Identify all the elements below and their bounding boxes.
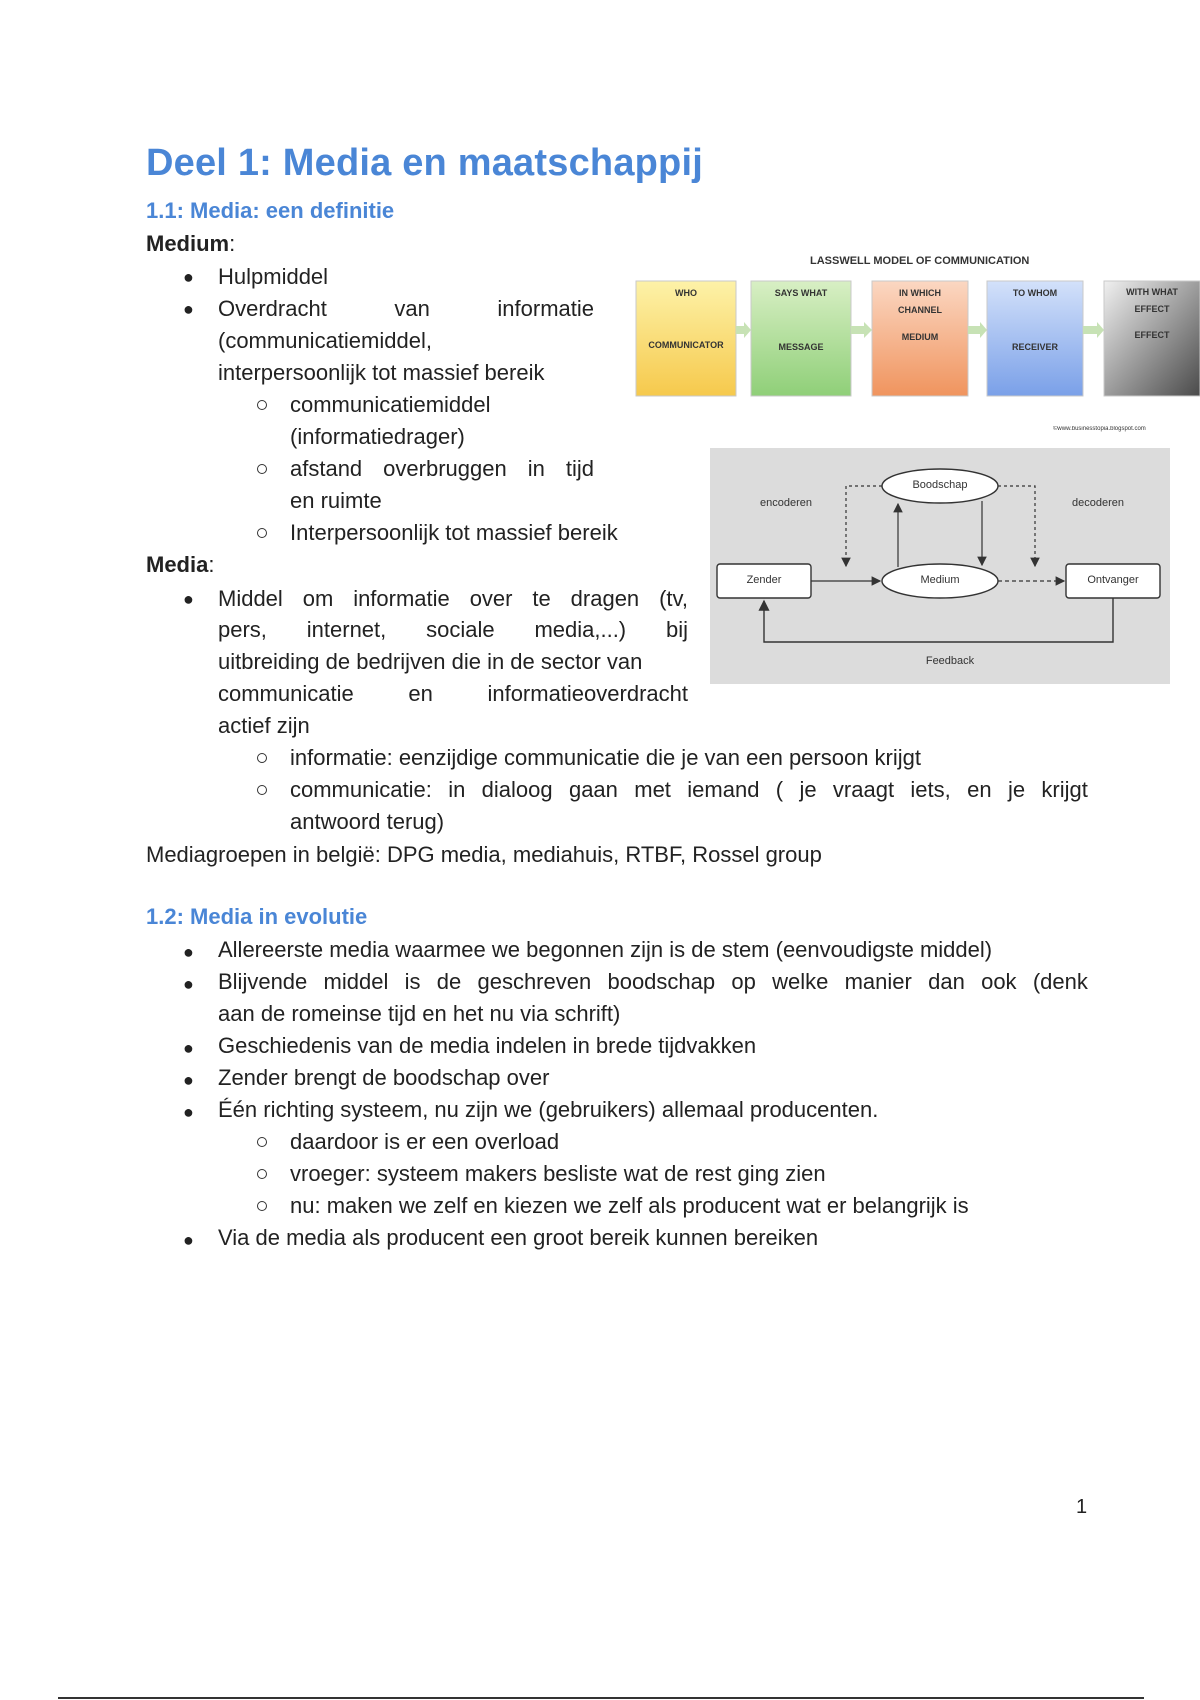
medium-item-overdracht-line1: [218, 293, 594, 325]
mediagroepen-line: Mediagroepen in belgië: DPG media, mediahuis, RTBF, Rossel group: [146, 842, 822, 867]
medium-subitem-1-line2: (informatiedrager): [290, 424, 465, 449]
lasswell-to-whom: TO WHOM: [1012, 288, 1058, 298]
medium-node-label: Medium: [920, 574, 960, 586]
lasswell-box-says-what: [751, 281, 851, 396]
evolutie-item-2-line2: aan de romeinse tijd en het nu via schrift): [218, 1001, 621, 1026]
page-number: 1: [1076, 1496, 1088, 1518]
bullet-icon: ●: [183, 299, 194, 319]
lasswell-channel: CHANNEL: [898, 305, 942, 315]
sub-bullet-icon: [257, 528, 267, 538]
medium-colon: :: [229, 231, 236, 256]
page-title: Deel 1: Media en maatschappij: [146, 142, 703, 184]
medium-item-hulpmiddel: Hulpmiddel: [218, 264, 329, 289]
word: en: [408, 681, 433, 706]
word: gaan: [568, 777, 618, 802]
word: internet,: [306, 617, 387, 642]
word: met: [634, 777, 671, 802]
word: Blijvende: [218, 969, 308, 994]
media-item-line5: actief zijn: [218, 713, 310, 738]
lasswell-arrow-icon: [1083, 322, 1104, 338]
media-item-line3: uitbreiding de bedrijven die in de sector van: [218, 649, 643, 674]
section-heading-1-2: 1.2: Media in evolutie: [146, 904, 368, 929]
feedback-arrow: [764, 598, 1113, 642]
word: manier: [844, 969, 912, 994]
medium-item-overdracht-line3: interpersoonlijk tot massief bereik: [218, 360, 545, 385]
evolutie-item-2-line1: [218, 966, 1088, 998]
media-label-line: [146, 549, 214, 581]
media-subitem-2-line1: [290, 774, 1088, 806]
ontvanger-label: Ontvanger: [1087, 574, 1139, 586]
medium-subitem-2-line2: en ruimte: [290, 488, 382, 513]
decoderen-arrow: [998, 486, 1035, 566]
sub-bullet-icon: [257, 1137, 267, 1147]
word: Middel: [218, 586, 283, 611]
sub-bullet-icon: [257, 464, 267, 474]
media-subitem-1: informatie: eenzijdige communicatie die je van een persoon krijgt: [290, 745, 922, 770]
word: communicatie:: [290, 777, 432, 802]
word: in: [448, 777, 466, 802]
media-label: Media: [146, 552, 209, 577]
word: welke: [772, 969, 829, 994]
bullet-icon: ●: [183, 267, 194, 287]
word: informatie: [497, 296, 594, 321]
lasswell-who: WHO: [675, 288, 697, 298]
evolutie-subitem-1: daardoor is er een overload: [290, 1129, 560, 1154]
word: geschreven: [477, 969, 592, 994]
word: iemand: [687, 777, 760, 802]
encoderen-arrow: [846, 486, 882, 566]
bullet-icon: ●: [183, 1102, 194, 1122]
lasswell-box-to-whom: [987, 281, 1083, 396]
word: ook: [981, 969, 1017, 994]
word: te: [532, 586, 551, 611]
word: (tv,: [659, 586, 688, 611]
feedback-label: Feedback: [925, 655, 975, 667]
bullet-icon: ●: [183, 1230, 194, 1250]
sub-bullet-icon: [257, 1201, 267, 1211]
word: iets,: [910, 777, 951, 802]
bullet-icon: ●: [183, 589, 194, 609]
boodschap-label: Boodschap: [912, 479, 968, 491]
bullet-icon: ●: [183, 942, 194, 962]
word: bij: [665, 617, 688, 642]
sub-bullet-icon: [257, 753, 267, 763]
lasswell-medium: MEDIUM: [901, 332, 939, 342]
evolutie-item-3: Geschiedenis van de media indelen in brede tijdvakken: [218, 1033, 757, 1058]
word: middel: [323, 969, 389, 994]
lasswell-effect: EFFECT: [1134, 330, 1170, 340]
evolutie-subitem-3: nu: maken we zelf en kiezen we zelf als producent wat er belangrijk is: [290, 1193, 969, 1218]
word: op: [731, 969, 756, 994]
word: afstand: [290, 456, 363, 481]
sub-bullet-icon: [257, 785, 267, 795]
bullet-icon: ●: [183, 1038, 194, 1058]
word: je: [1007, 777, 1026, 802]
word: sociale: [426, 617, 495, 642]
lasswell-in-which: IN WHICH: [899, 288, 941, 298]
lasswell-model-figure: [630, 250, 1200, 440]
medium-item-overdracht-line2: (communicatiemiddel,: [218, 328, 432, 353]
word: is: [404, 969, 421, 994]
section-heading-1-1: 1.1: Media: een definitie: [146, 198, 395, 223]
evolutie-item-6: Via de media als producent een groot bereik kunnen bereiken: [218, 1225, 819, 1250]
medium-label-line: [146, 228, 235, 260]
word: de: [436, 969, 462, 994]
media-colon: :: [208, 552, 215, 577]
word: pers,: [218, 617, 267, 642]
word: dragen: [570, 586, 640, 611]
word: dialoog: [481, 777, 553, 802]
word: om: [302, 586, 334, 611]
word: dan: [928, 969, 965, 994]
word: (: [775, 777, 784, 802]
evolutie-subitem-2: vroeger: systeem makers besliste wat de rest ging zien: [290, 1161, 826, 1186]
bullet-icon: ●: [183, 1070, 194, 1090]
lasswell-with-what: WITH WHAT: [1126, 287, 1178, 297]
medium-subitem-3-line1: Interpersoonlijk tot massief bereik: [290, 520, 618, 545]
lasswell-effect-top: EFFECT: [1134, 304, 1170, 314]
lasswell-message: MESSAGE: [778, 342, 824, 352]
word: communicatie: [218, 681, 354, 706]
word: media,...): [534, 617, 627, 642]
word: vraagt: [832, 777, 895, 802]
evolutie-item-5: Één richting systeem, nu zijn we (gebruikers) allemaal producenten.: [218, 1097, 879, 1122]
lasswell-title: LASSWELL MODEL OF COMMUNICATION: [810, 255, 1030, 267]
lasswell-arrow-icon: [968, 322, 987, 338]
decoderen-label: decoderen: [1072, 497, 1124, 509]
word: van: [394, 296, 430, 321]
bottom-divider: [58, 1697, 1144, 1699]
lasswell-arrow-icon: [736, 322, 751, 338]
sub-bullet-icon: [257, 400, 267, 410]
medium-subitem-1-line1: communicatiemiddel: [290, 392, 491, 417]
word: boodschap: [607, 969, 716, 994]
evolutie-item-4: Zender brengt de boodschap over: [218, 1065, 550, 1090]
evolutie-item-1: Allereerste media waarmee we begonnen zijn is de stem (eenvoudigste middel): [218, 937, 993, 962]
bullet-icon: ●: [183, 974, 194, 994]
media-item-line2: [218, 614, 688, 646]
media-item-line4: [218, 678, 688, 710]
lasswell-receiver: RECEIVER: [1011, 342, 1058, 352]
media-subitem-2-line2: antwoord terug): [290, 809, 445, 834]
word: informatieoverdracht: [487, 681, 688, 706]
lasswell-says-what: SAYS WHAT: [774, 288, 828, 298]
lasswell-credit: ©www.businesstopia.blogspot.com: [1053, 426, 1146, 432]
sub-bullet-icon: [257, 1169, 267, 1179]
word: Overdracht: [218, 296, 327, 321]
communication-model-diagram: [710, 448, 1170, 684]
word: en: [967, 777, 992, 802]
word: informatie: [353, 586, 450, 611]
word: over: [469, 586, 513, 611]
word: in: [527, 456, 545, 481]
word: je: [799, 777, 817, 802]
word: krijgt: [1041, 777, 1088, 802]
medium-label: Medium: [146, 231, 230, 256]
zender-label: Zender: [746, 574, 782, 586]
word: overbruggen: [383, 456, 507, 481]
medium-subitem-2-line1: [290, 453, 594, 485]
word: tijd: [565, 456, 594, 481]
encoderen-label: encoderen: [760, 497, 812, 509]
lasswell-arrow-icon: [851, 322, 872, 338]
lasswell-communicator: COMMUNICATOR: [648, 340, 724, 350]
lasswell-box-who: [636, 281, 736, 396]
media-item-line1: [218, 583, 688, 615]
word: (denk: [1032, 969, 1088, 994]
